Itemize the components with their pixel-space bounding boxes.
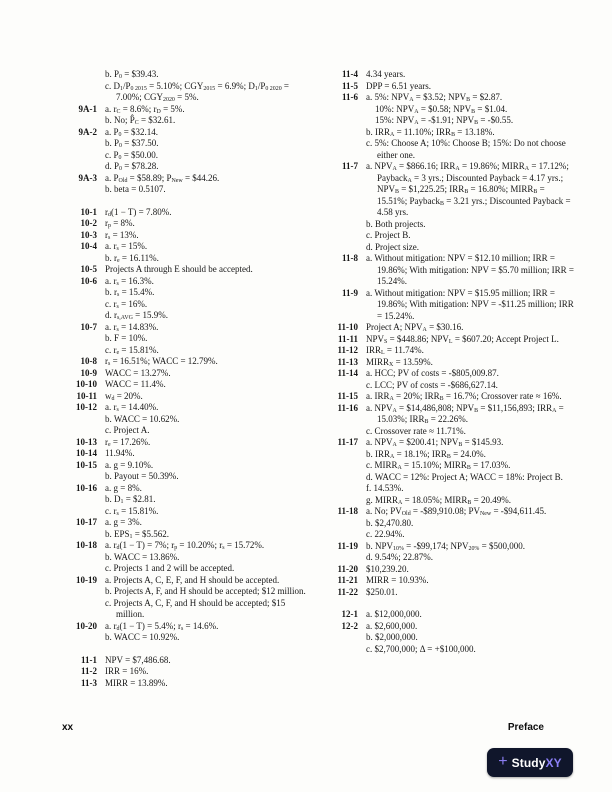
problem-number: 11-9: [341, 287, 358, 298]
answer-entry: [62, 460, 313, 483]
problem-number: 11-12: [337, 345, 358, 355]
problem-number: 11-21: [337, 575, 358, 585]
problem-number: 12-1: [341, 609, 358, 619]
brand-name: [512, 756, 562, 770]
answer-body: [358, 403, 574, 438]
answer-line: 4.34 years.: [366, 69, 406, 79]
answer-body: [358, 609, 574, 621]
answer-body: [358, 92, 574, 161]
answer-entry: [62, 437, 313, 449]
answer-entry: [62, 230, 313, 242]
answer-body: [97, 368, 313, 380]
answer-line: Projects A through E should be accepted.: [105, 264, 253, 274]
answer-line: a. $r_d(1 - T) = 7\%$; $r_p = 10.20\%$; $r_s = 15.72\%$.: [105, 540, 265, 552]
answer-body: [97, 621, 313, 644]
answer-entry: [62, 379, 313, 391]
problem-number: 10-5: [80, 264, 97, 274]
answer-body: [358, 621, 574, 656]
answer-entry: [323, 506, 574, 541]
answer-body: [97, 230, 313, 242]
answer-line: b. $D_1$ = $2.81.: [105, 494, 156, 506]
answer-body: [358, 368, 574, 391]
answer-group: [323, 69, 574, 598]
answer-line: b. Payout = 50.39%.: [105, 471, 179, 481]
problem-number: 10-10: [76, 379, 97, 389]
answer-body: [358, 564, 574, 576]
answer-line: b. $2,000,000.: [366, 632, 418, 642]
answer-line: a. g = 9.10%.: [105, 459, 154, 470]
answer-line: $r_d(1 - T) = 7.80\%$.: [105, 206, 172, 218]
answer-body: [97, 391, 313, 403]
answer-line: IRR = 16%.: [105, 666, 149, 676]
answer-entry: [62, 402, 313, 437]
answer-entry: [323, 437, 574, 506]
answer-line: a. $P_0$ = $32.14.: [105, 126, 159, 138]
answer-body: [97, 666, 313, 678]
problem-number: 10-14: [76, 448, 97, 458]
answer-entry: [62, 356, 313, 368]
answer-entry: [323, 541, 574, 564]
answer-line: b. $2,470.80.: [366, 517, 414, 528]
answer-line: $IRR_L = 11.74\%$.: [366, 345, 424, 357]
answer-body: [97, 460, 313, 483]
answer-column-right: [323, 69, 574, 700]
answer-body: [97, 218, 313, 230]
answer-line: c. 22.94%.: [366, 529, 405, 539]
answer-line: a. $r_d(1 - T) = 5.4\%$; $r_s = 14.6\%$.: [105, 620, 219, 632]
answer-line: c. Projects 1 and 2 will be accepted.: [105, 563, 235, 573]
problem-number: 11-8: [341, 253, 358, 263]
answer-body: [358, 391, 574, 403]
answer-group: [62, 69, 313, 196]
problem-number: 10-17: [76, 517, 97, 527]
answer-line: Project A; $NPV_A$ = $30.16.: [366, 322, 464, 334]
answer-entry: [62, 173, 313, 196]
answer-key-content: [62, 69, 574, 700]
problem-number: 10-8: [80, 356, 97, 366]
answer-line: MIRR = 13.89%.: [105, 677, 168, 688]
problem-number: 10-4: [80, 241, 97, 251]
answer-line: b. $IRR_A = 18.1\%$; $IRR_B = 24.0\%$.: [366, 448, 486, 460]
problem-number: 11-7: [341, 161, 358, 171]
problem-number: 10-16: [76, 482, 97, 493]
answer-body: [358, 253, 574, 288]
answer-body: [358, 587, 574, 599]
brand-name-accent: XY: [545, 755, 562, 770]
answer-entry: [323, 564, 574, 576]
answer-entry: [62, 621, 313, 644]
answer-entry: [323, 253, 574, 288]
answer-line: d. WACC = 12%: Project A; WACC = 18%: Project B.: [366, 471, 563, 482]
answer-line: a. $NPV_A$ = $866.16; $IRR_A = 19.86\%$; $MIRR_A = 17.12\%$; Payback$_A$ = 3 yrs.; Discounted Payback = 4.17 yrs.; $NPV_B$ = $1,225.25; $IRR_B = 16.80\%$; $MIRR_B = 15.51\%$; Payback$_B$ = 3.21 yrs.; Discounted Payback = 4.58 yrs.: [366, 161, 571, 217]
answer-body: [97, 655, 313, 667]
answer-line: a. Without mitigation: NPV = $15.95 million; IRR = 19.86%; With mitigation: NPV = -$11.25 million; IRR = 15.24%.: [366, 287, 574, 321]
answer-line: b. beta = 0.5107.: [105, 184, 166, 194]
answer-entry: [62, 666, 313, 678]
answer-body: [358, 161, 574, 253]
answer-line: b. Projects A, F, and H should be accepted; $12 million.: [105, 586, 306, 596]
answer-entry: [323, 587, 574, 599]
answer-line: a. g = 8%.: [105, 482, 142, 493]
answer-entry: [323, 575, 574, 587]
answer-body: [97, 448, 313, 460]
answer-line: c. 5%: Choose A; 10%: Choose B; 15%: Do not choose either one.: [366, 138, 566, 160]
problem-number: 12-2: [341, 620, 358, 631]
answer-line: $r_s = 13\%$.: [105, 229, 139, 241]
answer-entry: [62, 104, 313, 127]
answer-body: [358, 506, 574, 541]
page-number: xx: [62, 722, 74, 733]
answer-line: a. HCC; PV of costs = -$805,009.87.: [366, 368, 499, 378]
answer-entry: [62, 448, 313, 460]
answer-column-left: [62, 69, 313, 700]
answer-entry: [62, 207, 313, 219]
answer-line: b. $r_e = 16.11\%$.: [105, 252, 159, 264]
answer-entry: [323, 288, 574, 323]
answer-line: $10,239.20.: [366, 563, 409, 574]
problem-number: 10-9: [80, 367, 97, 378]
answer-entry: [62, 368, 313, 380]
answer-body: [97, 69, 313, 104]
problem-number: 11-2: [80, 666, 97, 676]
answer-body: [97, 483, 313, 518]
problem-number: 11-3: [80, 677, 97, 688]
answer-line: d. $P_0$ = $78.28.: [105, 161, 159, 173]
section-title: Preface: [507, 722, 544, 733]
answer-line: d. $r_{s,AVG} = 15.9\%$.: [105, 310, 168, 322]
answer-line: $r_p = 8\%$.: [105, 218, 135, 230]
answer-line: $r_e = 17.26\%$.: [105, 436, 151, 448]
answer-entry: [323, 92, 574, 161]
answer-line: a. $NPV_A$ = $14,486,808; $NPV_B$ = $11,156,893; $IRR_A = 15.03\%$; $IRR_B = 22.26\%$.: [366, 402, 564, 426]
answer-line: WACC = 11.4%.: [105, 379, 166, 389]
answer-body: [97, 241, 313, 264]
answer-line: b. $IRR_A = 11.10\%$; $IRR_B = 13.18\%$.: [366, 126, 495, 138]
plus-icon: +: [498, 753, 508, 770]
answer-line: c. $r_e = 15.81\%$.: [105, 344, 159, 356]
problem-number: 10-15: [76, 459, 97, 470]
problem-number: 10-20: [76, 620, 97, 631]
answer-line: a. $r_C = 8.6\%$; $r_D = 5\%$.: [105, 103, 185, 115]
answer-line: 11.94%.: [105, 448, 135, 458]
answer-entry: [323, 322, 574, 334]
answer-group: [323, 609, 574, 655]
answer-line: c. $P_0$ = $50.00.: [105, 149, 159, 161]
answer-body: [358, 437, 574, 506]
answer-body: [97, 276, 313, 322]
answer-line: b. Both projects.: [366, 218, 426, 229]
answer-line: d. Project size.: [366, 241, 419, 252]
answer-line: a. $r_s = 14.83\%$.: [105, 321, 159, 333]
answer-line: WACC = 13.27%.: [105, 367, 171, 378]
answer-line: $250.01.: [366, 586, 398, 597]
answer-entry: [323, 368, 574, 391]
answer-line: c. Projects A, C, F, and H should be accepted; $15 million.: [105, 597, 286, 619]
problem-number: 11-5: [341, 80, 358, 91]
problem-number: 11-13: [337, 356, 358, 367]
problem-number: 11-14: [337, 368, 358, 378]
answer-line: 10%: $NPV_A$ = $0.58; $NPV_B$ = $1.04.: [366, 103, 508, 115]
answer-body: [358, 322, 574, 334]
answer-entry: [62, 241, 313, 264]
answer-line: a. Projects A, C, E, F, and H should be accepted.: [105, 574, 280, 585]
answer-entry: [62, 540, 313, 575]
answer-line: a. $P_{Old}$ = $58.89; $P_{New}$ = $44.26.: [105, 172, 220, 184]
answer-body: [97, 356, 313, 368]
problem-number: 11-18: [337, 506, 358, 516]
answer-entry: [62, 218, 313, 230]
problem-number: 10-18: [76, 540, 97, 550]
page-footer: [62, 722, 544, 733]
problem-number: 9A-2: [78, 126, 97, 137]
answer-entry: [323, 69, 574, 81]
problem-number: 11-17: [337, 437, 358, 447]
answer-body: [97, 575, 313, 621]
problem-number: 10-2: [80, 218, 97, 228]
answer-body: [97, 517, 313, 540]
answer-entry: [62, 276, 313, 322]
answer-line: $MIRR_X = 13.59\%$.: [366, 356, 433, 368]
answer-line: NPV = $7,486.68.: [105, 654, 171, 665]
problem-number: 11-22: [337, 586, 358, 597]
answer-entry: [323, 81, 574, 93]
answer-line: b. WACC = 13.86%.: [105, 551, 180, 562]
answer-group: [62, 207, 313, 644]
answer-body: [97, 402, 313, 437]
answer-entry: [62, 69, 313, 104]
answer-line: c. $MIRR_A = 15.10\%$; $MIRR_B = 17.03\%$.: [366, 460, 511, 472]
problem-number: 9A-1: [78, 103, 97, 114]
answer-entry: [62, 483, 313, 518]
answer-line: f. 14.53%.: [366, 483, 404, 493]
answer-body: [358, 345, 574, 357]
problem-number: 11-10: [337, 322, 358, 332]
problem-number: 11-16: [337, 402, 358, 413]
answer-entry: [323, 357, 574, 369]
answer-line: a. $IRR_A = 20\%$; $IRR_B = 16.7\%$; Crossover rate ≈ 16%.: [366, 391, 562, 403]
answer-line: b. $EPS_1$ = $5.562.: [105, 528, 170, 540]
answer-line: c. LCC; PV of costs = -$686,627.14.: [366, 379, 498, 390]
answer-line: DPP = 6.51 years.: [366, 80, 431, 91]
answer-entry: [323, 609, 574, 621]
answer-line: c. $r_s = 16\%$.: [105, 298, 148, 310]
problem-number: 10-7: [80, 321, 97, 332]
answer-line: a. $NPV_A$ = $200.41; $NPV_B$ = $145.93.: [366, 437, 504, 449]
answer-entry: [62, 264, 313, 276]
answer-body: [358, 541, 574, 564]
answer-entry: [62, 391, 313, 403]
answer-entry: [323, 403, 574, 438]
problem-number: 10-11: [76, 390, 97, 401]
answer-body: [358, 288, 574, 323]
answer-line: b. $NPV_{10\%}$ = -$99,174; $NPV_{20\%}$ = $500,000.: [366, 540, 525, 552]
problem-number: 11-1: [80, 654, 97, 665]
answer-line: $NPV_S$ = $448.86; $NPV_L$ = $607.20; Accept Project L.: [366, 333, 559, 345]
answer-line: b. $P_0$ = $37.50.: [105, 138, 159, 150]
answer-body: [97, 322, 313, 357]
answer-line: a. $r_s = 15\%$.: [105, 241, 148, 253]
problem-number: 11-15: [337, 391, 358, 401]
problem-number: 11-11: [337, 333, 358, 344]
answer-line: a. No; $PV_{Old}$ = -$89,910.08; $PV_{New}$ = -$94,611.45.: [366, 506, 547, 518]
answer-line: a. $12,000,000.: [366, 609, 422, 619]
answer-body: [358, 334, 574, 346]
answer-line: g. $MIRR_A = 18.05\%$; $MIRR_B = 20.49\%$.: [366, 494, 511, 506]
answer-line: d. 9.54%; 22.87%.: [366, 552, 433, 562]
answer-line: c. Project B.: [366, 230, 411, 240]
answer-line: c. $r_s = 15.81\%$.: [105, 505, 159, 517]
problem-number: 10-19: [76, 574, 97, 585]
answer-body: [97, 173, 313, 196]
answer-line: b. WACC = 10.62%.: [105, 413, 180, 424]
answer-body: [97, 207, 313, 219]
answer-entry: [323, 334, 574, 346]
answer-entry: [323, 345, 574, 357]
answer-body: [358, 69, 574, 81]
answer-body: [97, 379, 313, 391]
brand-name-primary: Study: [511, 755, 546, 770]
answer-body: [358, 575, 574, 587]
problem-number: 11-19: [337, 540, 358, 551]
answer-body: [97, 678, 313, 690]
answer-line: b. WACC = 10.92%.: [105, 632, 180, 642]
answer-body: [97, 437, 313, 449]
answer-line: a. $2,600,000.: [366, 620, 418, 631]
problem-number: 10-13: [76, 436, 97, 447]
problem-number: 10-1: [80, 206, 97, 217]
problem-number: 9A-3: [78, 172, 97, 183]
problem-number: 11-20: [337, 563, 358, 574]
answer-line: a. 5%: $NPV_A$ = $3.52; $NPV_B$ = $2.87.: [366, 92, 503, 104]
answer-line: 15%: $NPV_A$ = -$1.91; $NPV_B$ = -$0.55.: [366, 115, 514, 127]
answer-body: [97, 540, 313, 575]
answer-entry: [62, 678, 313, 690]
problem-number: 11-6: [341, 92, 358, 102]
answer-body: [97, 104, 313, 127]
answer-body: [358, 81, 574, 93]
answer-entry: [62, 322, 313, 357]
answer-line: $r_s = 16.51\%$; WACC = 12.79%.: [105, 356, 218, 368]
problem-number: 11-4: [341, 69, 358, 79]
problem-number: [62, 69, 97, 104]
answer-entry: [323, 621, 574, 656]
answer-line: a. g = 3%.: [105, 517, 142, 527]
answer-line: b. F = 10%.: [105, 333, 148, 343]
problem-number: 10-12: [76, 402, 97, 412]
answer-line: b. $P_0$ = $39.43.: [105, 69, 159, 81]
answer-line: $w_d = 20\%$.: [105, 390, 143, 402]
answer-entry: [62, 575, 313, 621]
answer-entry: [62, 517, 313, 540]
answer-line: c. Crossover rate ≈ 11.71%.: [366, 425, 466, 436]
answer-line: c. $2,700,000; Δ = +$100,000.: [366, 643, 476, 654]
problem-number: 10-6: [80, 275, 97, 286]
answer-line: a. $r_s = 14.40\%$.: [105, 402, 159, 414]
answer-line: b. $r_s = 15.4\%$.: [105, 287, 155, 299]
problem-number: 10-3: [80, 229, 97, 240]
answer-entry: [62, 127, 313, 173]
answer-group: [62, 655, 313, 690]
answer-line: MIRR = 10.93%.: [366, 575, 429, 585]
answer-line: c. $D_1/P_{0 2015} = 5.10\%$; $CGY_{2015} = 6.9\%$; $D_1/P_{0 2020} = 7.00\%$; $CGY_{2020} = 5\%$.: [105, 80, 289, 104]
answer-body: [97, 264, 313, 276]
answer-entry: [62, 655, 313, 667]
studyxy-logo: [487, 748, 573, 777]
answer-line: c. Project A.: [105, 425, 150, 435]
answer-body: [358, 357, 574, 369]
answer-line: a. Without mitigation: NPV = $12.10 million; IRR = 19.86%; With mitigation: NPV = $5.70 million; IRR = 15.24%.: [366, 253, 574, 286]
answer-line: b. No; $P̂_C$ = $32.61.: [105, 115, 176, 127]
answer-line: a. $r_s = 16.3\%$.: [105, 275, 154, 287]
answer-body: [97, 127, 313, 173]
answer-entry: [323, 391, 574, 403]
answer-entry: [323, 161, 574, 253]
